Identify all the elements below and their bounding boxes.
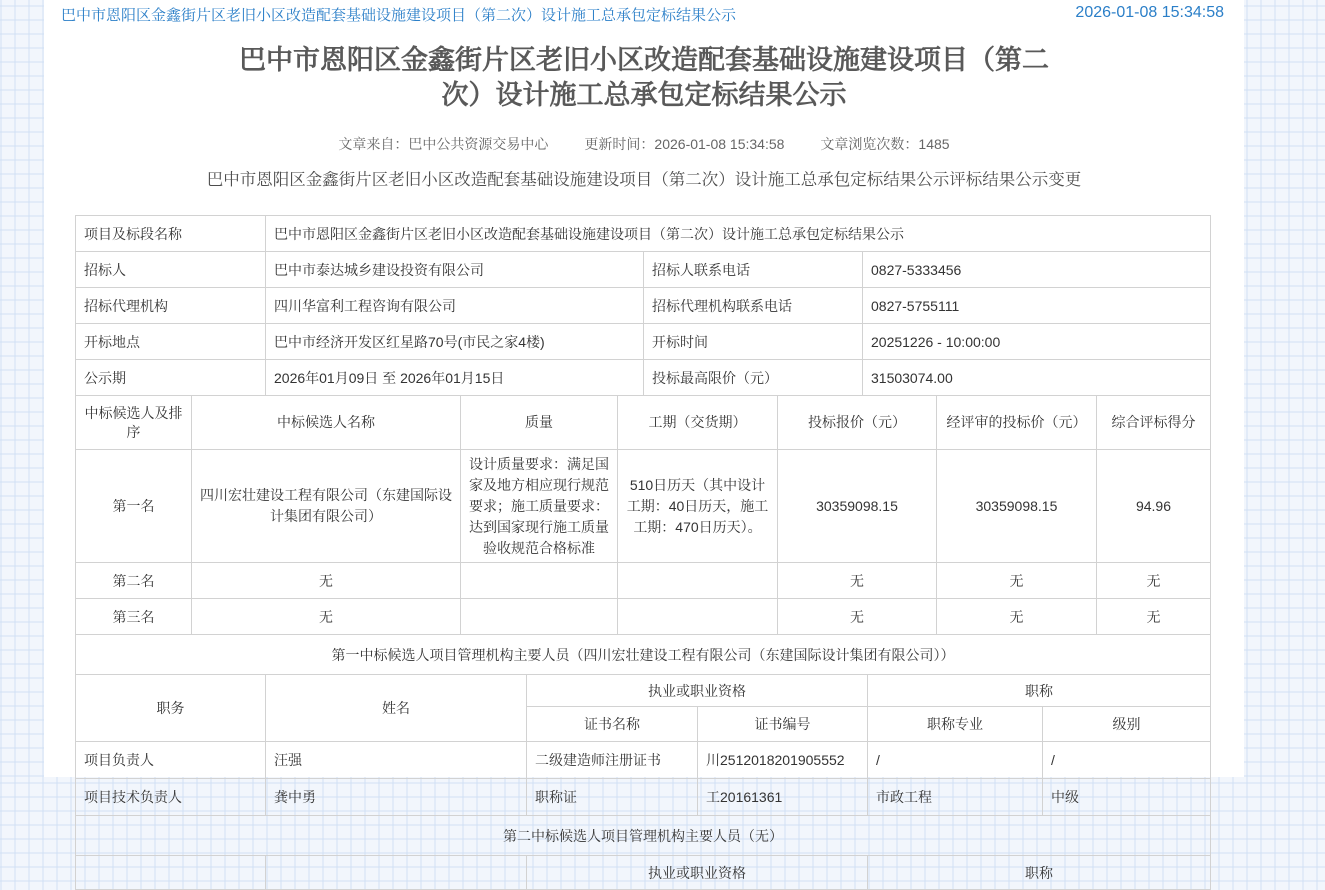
candidate-name: 无 (192, 599, 461, 635)
info-value: 0827-5333456 (863, 252, 1211, 288)
person-name: 汪强 (266, 742, 527, 779)
candidate-quality: 设计质量要求：满足国家及地方相应现行规范要求；施工质量要求：达到国家现行施工质量验收规范合格标准 (461, 450, 618, 563)
column-header: 职称 (868, 856, 1211, 890)
personnel-row (76, 779, 1211, 816)
table-row (76, 324, 1211, 360)
column-header: 综合评标得分 (1097, 396, 1211, 450)
info-label: 招标代理机构 (76, 288, 266, 324)
section-title-row (76, 635, 1211, 675)
column-header: 执业或职业资格 (527, 675, 868, 707)
column-header: 证书名称 (527, 707, 698, 742)
column-header: 职称 (868, 675, 1211, 707)
info-label: 公示期 (76, 360, 266, 396)
table-row (76, 360, 1211, 396)
person-title-level: / (1043, 742, 1211, 779)
candidate-name: 无 (192, 563, 461, 599)
column-header: 职称专业 (868, 707, 1043, 742)
column-header: 姓名 (266, 675, 527, 742)
result-tables (75, 215, 1210, 890)
info-value: 31503074.00 (863, 360, 1211, 396)
personnel-header-row (76, 856, 1211, 890)
article-updated: 更新时间：2026-01-08 15:34:58 (584, 136, 785, 152)
candidate-table (75, 395, 1211, 675)
person-position: 项目负责人 (76, 742, 266, 779)
personnel-row (76, 742, 1211, 779)
personnel-header-row (76, 675, 1211, 707)
candidate-row-second (76, 563, 1211, 599)
person-title-level: 中级 (1043, 779, 1211, 816)
candidate-row-third (76, 599, 1211, 635)
column-header: 中标候选人及排序 (76, 396, 192, 450)
info-label: 项目及标段名称 (76, 216, 266, 252)
candidate-row-first (76, 450, 1211, 563)
candidate-quality (461, 599, 618, 635)
info-value: 20251226 - 10:00:00 (863, 324, 1211, 360)
person-cert-no: 川2512018201905552 (698, 742, 868, 779)
column-header: 执业或职业资格 (527, 856, 868, 890)
info-value: 0827-5755111 (863, 288, 1211, 324)
empty-cell (76, 856, 266, 890)
person-title-major: 市政工程 (868, 779, 1043, 816)
person-cert-name: 二级建造师注册证书 (527, 742, 698, 779)
candidate-rank: 第二名 (76, 563, 192, 599)
candidate-name: 四川宏壮建设工程有限公司（东建国际设计集团有限公司） (192, 450, 461, 563)
personnel-table (75, 674, 1211, 856)
article-views: 文章浏览次数：1485 (820, 136, 950, 152)
person-title-major: / (868, 742, 1043, 779)
candidate-score: 无 (1097, 563, 1211, 599)
info-label: 开标时间 (644, 324, 863, 360)
person-position: 项目技术负责人 (76, 779, 266, 816)
topbar (44, 0, 1244, 25)
table-row (76, 216, 1211, 252)
column-header: 经评审的投标价（元） (937, 396, 1097, 450)
column-header: 投标报价（元） (778, 396, 937, 450)
person-cert-name: 职称证 (527, 779, 698, 816)
column-header: 级别 (1043, 707, 1211, 742)
candidate-evaluated-price: 无 (937, 599, 1097, 635)
article-meta (44, 134, 1244, 154)
page-timestamp: 2026-01-08 15:34:58 (1075, 4, 1224, 21)
info-value: 2026年01月09日 至 2026年01月15日 (266, 360, 644, 396)
candidate-duration (618, 563, 778, 599)
page-title: 巴中市恩阳区金鑫街片区老旧小区改造配套基础设施建设项目（第二次）设计施工总承包定标结果公示 (239, 45, 1049, 110)
article-subtitle: 巴中市恩阳区金鑫街片区老旧小区改造配套基础设施建设项目（第二次）设计施工总承包定标结果公示评标结果公示变更 (206, 171, 1082, 189)
info-label: 招标代理机构联系电话 (644, 288, 863, 324)
personnel-table-second (75, 855, 1211, 890)
column-header: 工期（交货期） (618, 396, 778, 450)
candidate-duration: 510日历天（其中设计工期：40日历天，施工工期：470日历天）。 (618, 450, 778, 563)
table-row (76, 252, 1211, 288)
article-page (44, 0, 1244, 881)
first-candidate-personnel-title: 第一中标候选人项目管理机构主要人员（四川宏壮建设工程有限公司（东建国际设计集团有限公司）） (76, 635, 1211, 675)
candidate-bid-price: 无 (778, 563, 937, 599)
project-info-table (75, 215, 1211, 396)
candidate-score: 94.96 (1097, 450, 1211, 563)
candidate-rank: 第三名 (76, 599, 192, 635)
candidate-bid-price: 30359098.15 (778, 450, 937, 563)
candidate-evaluated-price: 无 (937, 563, 1097, 599)
candidate-quality (461, 563, 618, 599)
column-header: 职务 (76, 675, 266, 742)
info-label: 开标地点 (76, 324, 266, 360)
article-source: 文章来自：巴中公共资源交易中心 (338, 136, 549, 152)
info-value: 四川华富利工程咨询有限公司 (266, 288, 644, 324)
candidate-evaluated-price: 30359098.15 (937, 450, 1097, 563)
info-label: 招标人联系电话 (644, 252, 863, 288)
person-name: 龚中勇 (266, 779, 527, 816)
column-header: 中标候选人名称 (192, 396, 461, 450)
info-value: 巴中市泰达城乡建设投资有限公司 (266, 252, 644, 288)
breadcrumb-article-link[interactable]: 巴中市恩阳区金鑫街片区老旧小区改造配套基础设施建设项目（第二次）设计施工总承包定标结果公示 (61, 7, 737, 24)
candidate-duration (618, 599, 778, 635)
info-value: 巴中市经济开发区红星路70号(市民之家4楼) (266, 324, 644, 360)
column-header: 质量 (461, 396, 618, 450)
candidate-rank: 第一名 (76, 450, 192, 563)
candidate-bid-price: 无 (778, 599, 937, 635)
empty-cell (266, 856, 527, 890)
column-header: 证书编号 (698, 707, 868, 742)
candidate-score: 无 (1097, 599, 1211, 635)
info-label: 招标人 (76, 252, 266, 288)
table-row (76, 288, 1211, 324)
section-title-row (76, 816, 1211, 856)
info-value: 巴中市恩阳区金鑫街片区老旧小区改造配套基础设施建设项目（第二次）设计施工总承包定标结果公示 (266, 216, 1211, 252)
candidate-header-row (76, 396, 1211, 450)
info-label: 投标最高限价（元） (644, 360, 863, 396)
second-candidate-personnel-title: 第二中标候选人项目管理机构主要人员（无） (76, 816, 1211, 856)
person-cert-no: 工20161361 (698, 779, 868, 816)
